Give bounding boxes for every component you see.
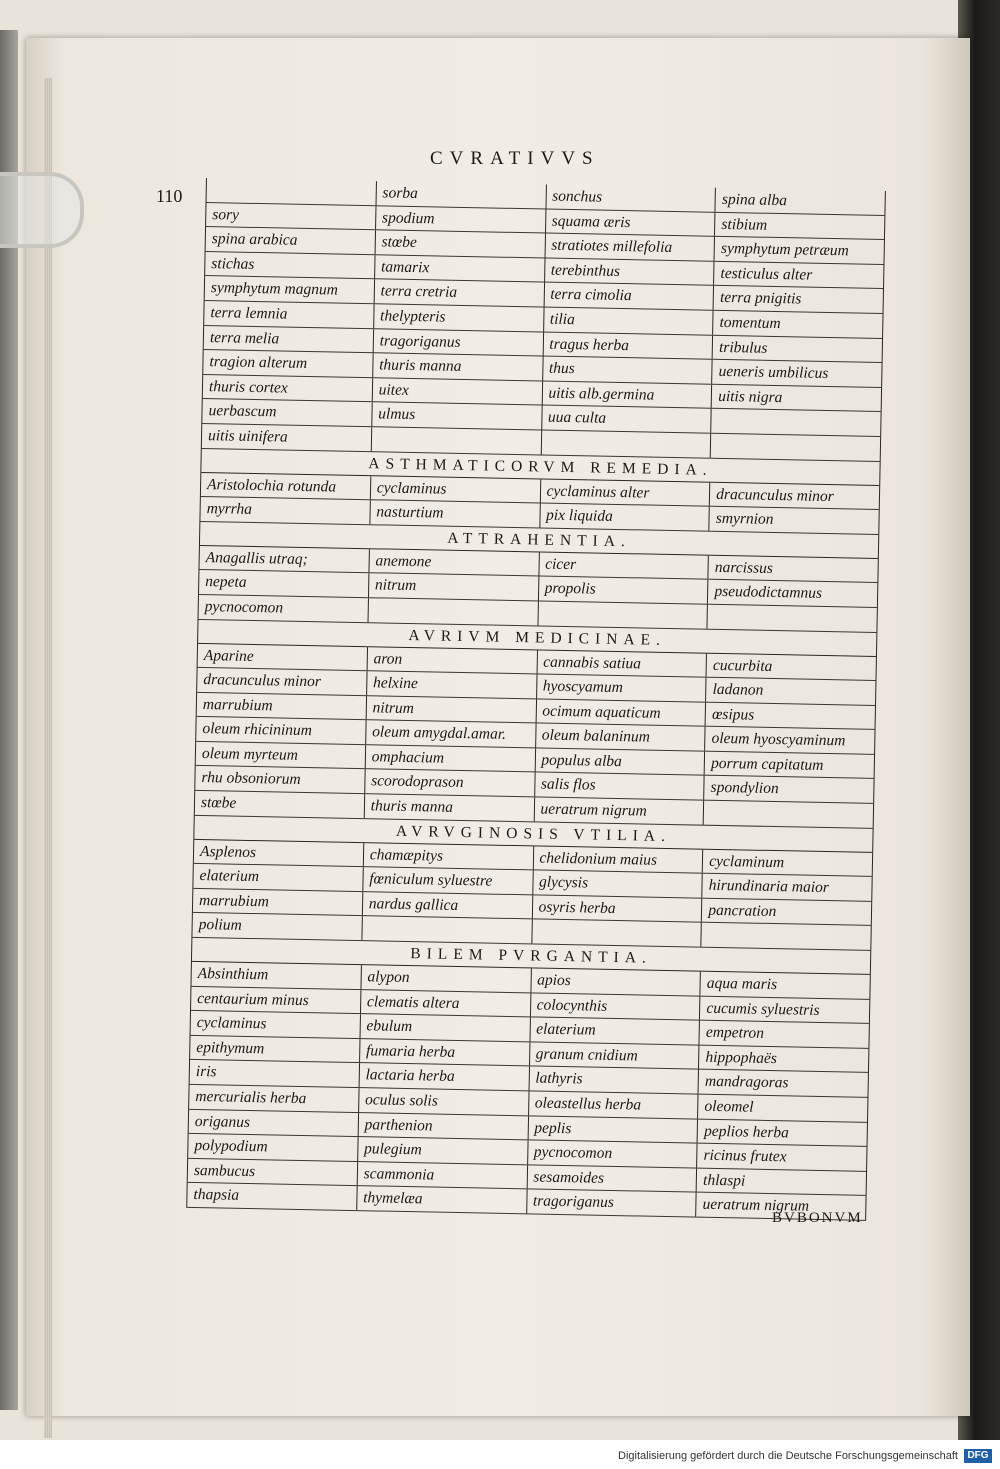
table-cell: oleastellus herba [528, 1091, 698, 1118]
footer-bar [0, 1440, 1000, 1469]
table-cell [710, 434, 880, 461]
table-cell: sonchus [545, 185, 715, 212]
page-number: 110 [156, 186, 183, 206]
table-cell: smyrnion [709, 507, 879, 534]
table-cell: dracunculus minor [709, 482, 879, 509]
table-cell [701, 923, 871, 950]
table-cell: nasturtium [369, 500, 539, 527]
remedy-table [186, 178, 886, 1221]
table-cell: chamæpitys [363, 843, 533, 870]
section-heading: AVRVGINOSIS VTILIA. [194, 816, 872, 853]
table-cell: tilia [543, 307, 713, 334]
table-cell: apios [530, 968, 700, 995]
table-cell: uitex [371, 378, 541, 405]
section-heading: ATTRAHENTIA. [200, 522, 878, 559]
table-cell: Asplenos [199, 842, 257, 861]
table-cell: terra cretria [373, 280, 543, 307]
table-cell: ueratrum nigrum [533, 797, 703, 824]
table-cell: symphytum petræum [714, 237, 884, 264]
table-cell: cyclaminus alter [539, 479, 709, 506]
table-cell: œsipus [705, 702, 875, 729]
table-cell: pulegium [357, 1137, 527, 1164]
table-cell: Aparine [203, 646, 254, 665]
table-cell: nepeta [205, 573, 247, 592]
table-cell: testiculus alter [713, 262, 883, 289]
table-cell: uitis nigra [711, 384, 881, 411]
table-cell: hyoscyamum [536, 675, 706, 702]
table-cell: oleomel [697, 1095, 867, 1122]
table-cell: terra pnigitis [713, 286, 883, 313]
table-cell: peplios herba [697, 1119, 867, 1146]
table-cell: polypodium [194, 1137, 268, 1156]
table-cell: spina alba [715, 188, 885, 215]
table-cell: rhu obsoniorum [201, 769, 301, 789]
table-cell: helxine [366, 671, 536, 698]
table-cell: origanus [194, 1112, 251, 1131]
table-cell: osyris herba [531, 895, 701, 922]
table-cell [537, 601, 707, 628]
table-cell: Aristolochia rotunda [206, 475, 337, 496]
table-cell: thuris manna [372, 353, 542, 380]
table-cell: stœbe [200, 794, 237, 812]
table-cell: aron [366, 647, 536, 674]
table-cell: spondylion [703, 776, 873, 803]
table-cell: tribulus [712, 335, 882, 362]
table-cell: iris [195, 1063, 217, 1081]
table-cell: porrum capitatum [704, 752, 874, 779]
table-cell: nitrum [368, 573, 538, 600]
table-cell: elaterium [529, 1018, 699, 1045]
table-cell [207, 178, 376, 205]
table-cell: oleum hyoscyaminum [704, 727, 874, 754]
table-cell: tragoriganus [526, 1190, 696, 1217]
table-cell: propolis [537, 577, 707, 604]
footer-credit: Digitalisierung gefördert durch die Deutsche Forschungsgemeinschaft [618, 1450, 958, 1462]
table-cell: terra lemnia [210, 304, 288, 323]
table-cell: stœbe [374, 230, 544, 257]
table-cell: salis flos [534, 773, 704, 800]
catchword: BVBONVM [772, 1210, 863, 1226]
table-cell: oculus solis [358, 1088, 528, 1115]
table-cell: cannabis satiua [536, 650, 706, 677]
table-cell: terebinthus [544, 258, 714, 285]
table-cell: omphacium [364, 745, 534, 772]
table-cell: cicer [538, 552, 708, 579]
table-cell: stibium [714, 212, 884, 239]
table-cell: tomentum [712, 311, 882, 338]
table-cell: ulmus [371, 403, 541, 430]
table-cell: tragoriganus [372, 329, 542, 356]
table-cell: clematis altera [360, 990, 530, 1017]
page-clip [0, 172, 84, 248]
table-cell [531, 920, 701, 947]
table-cell: symphytum magnum [210, 279, 339, 299]
table-cell: empetron [699, 1021, 869, 1048]
table-cell: peplis [527, 1116, 697, 1143]
table-cell: pancration [701, 898, 871, 925]
table-cell: ebulum [359, 1014, 529, 1041]
table-cell: scammonia [356, 1162, 526, 1189]
table-cell: oleum rhicininum [202, 720, 313, 740]
table-cell [371, 427, 541, 454]
table-cell: glycysis [532, 871, 702, 898]
table-cell: sorba [375, 181, 545, 208]
table-cell: nardus gallica [362, 892, 532, 919]
table-cell: elaterium [199, 867, 260, 886]
table-cell: tragus herba [542, 332, 712, 359]
table-cell: sesamoides [526, 1165, 696, 1192]
table-cell: cucumis syluestris [699, 996, 869, 1023]
table-cell [540, 430, 710, 457]
table-cell: pseudodictamnus [707, 580, 877, 607]
table-cell [361, 917, 531, 944]
running-head: CVRATIVVS [430, 148, 600, 169]
table-cell: thlaspi [696, 1168, 866, 1195]
table-cell: uerbascum [208, 402, 277, 421]
table-cell: marrubium [202, 695, 273, 715]
table-cell: oleum balaninum [535, 724, 705, 751]
table-cell: marrubium [198, 891, 270, 911]
table-cell: hippophaës [698, 1045, 868, 1072]
table-cell: thelypteris [373, 304, 543, 331]
table-cell [707, 605, 877, 632]
table-cell: nitrum [365, 696, 535, 723]
table-cell: colocynthis [529, 993, 699, 1020]
table-cell: myrrha [206, 500, 253, 519]
table-cell: dracunculus minor [203, 671, 322, 691]
table-cell: thuris manna [363, 794, 533, 821]
table-cell: populus alba [534, 748, 704, 775]
table-cell [703, 801, 873, 828]
table-cell: terra melia [209, 328, 280, 347]
section-heading: BILEM PVRGANTIA. [192, 938, 870, 975]
table-cell: mandragoras [698, 1070, 868, 1097]
table-cell: ladanon [705, 678, 875, 705]
table-cell: ueneris umbilicus [711, 360, 881, 387]
table-cell: cyclaminus [196, 1014, 267, 1033]
table-cell: anemone [368, 549, 538, 576]
table-cell: fœniculum syluestre [362, 867, 532, 894]
table-cell: stratiotes millefolia [544, 234, 714, 261]
table-cell: chelidonium maius [532, 846, 702, 873]
table-cell: Absinthium [197, 965, 269, 984]
table-cell: stichas [211, 254, 255, 273]
table-cell: lathyris [528, 1067, 698, 1094]
table-cell: ocimum aquaticum [535, 699, 705, 726]
table-cell: pycnocomon [527, 1141, 697, 1168]
table-cell: thus [542, 357, 712, 384]
table-cell: lactaria herba [358, 1064, 528, 1091]
table-cell: fumaria herba [359, 1039, 529, 1066]
table-cell: oleum amygdal.amar. [365, 720, 535, 747]
page-edges [44, 78, 52, 1438]
section-heading: AVRIVM MEDICINAE. [198, 619, 876, 656]
table-cell: cucurbita [706, 653, 876, 680]
table-cell: pix liquida [539, 504, 709, 531]
table-cell: ricinus frutex [696, 1144, 866, 1171]
table-cell: alypon [360, 965, 530, 992]
table-cell: oleum myrteum [201, 744, 299, 764]
table-cell: cyclaminum [702, 849, 872, 876]
table-cell [367, 598, 537, 625]
table-cell: mercurialis herba [195, 1087, 307, 1108]
table-cell: sambucus [193, 1161, 256, 1180]
table-cell: tragion alterum [209, 353, 308, 373]
table-cell: ueratrum nigrum [695, 1193, 865, 1220]
dfg-logo-icon: DFG [964, 1449, 992, 1463]
table-cell: terra cimolia [543, 283, 713, 310]
table-cell: spodium [375, 206, 545, 233]
table-cell: narcissus [708, 555, 878, 582]
table-cell: polium [198, 916, 242, 935]
table-cell: tamarix [374, 255, 544, 282]
table-cell: squama æris [545, 209, 715, 236]
table-cell: hirundinaria maior [702, 874, 872, 901]
table-cell: granum cnidium [529, 1042, 699, 1069]
table-cell: cyclaminus [370, 476, 540, 503]
table-cell: uitis alb.germina [541, 381, 711, 408]
table-cell: sory [212, 205, 240, 224]
table-cell: thymelæa [356, 1186, 526, 1213]
table-cell: aqua maris [700, 972, 870, 999]
table-cell: thapsia [193, 1186, 240, 1205]
table-cell: thuris cortex [208, 377, 288, 397]
section-heading: ASTHMATICORVM REMEDIA. [201, 449, 879, 486]
table-cell: uua culta [541, 406, 711, 433]
table-cell: uitis uinifera [207, 427, 288, 446]
table-cell: Anagallis utraq; [205, 548, 308, 568]
table-cell: spina arabica [211, 230, 298, 249]
table-cell [710, 409, 880, 436]
table-cell: centaurium minus [197, 989, 309, 1009]
table-cell: epithymum [196, 1038, 265, 1058]
table-cell: pycnocomon [204, 597, 284, 617]
table-cell: scorodoprason [364, 770, 534, 797]
table-cell: parthenion [357, 1113, 527, 1140]
